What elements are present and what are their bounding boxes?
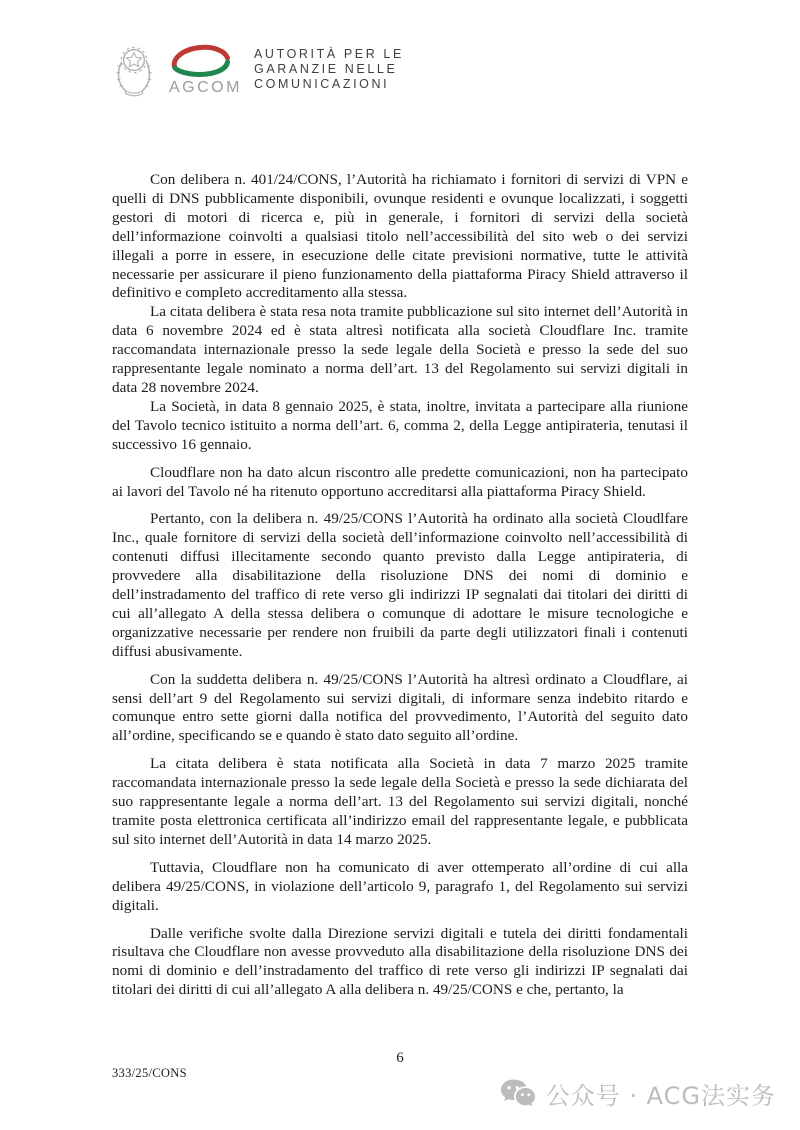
document-body bbox=[112, 171, 688, 1000]
paragraph: La citata delibera è stata notificata alla Società in data 7 marzo 2025 tramite raccomandata internazionale presso la sede legale della Società e presso la sede dichiarata del suo rappresentante legale a norma dell’art. 13 del Regolamento sui servizi digitali, nonché tramite posta elettronica certificata all’indirizzo email del rappresentante legale, e pubblicata sul sito internet dell’Autorità in data 14 marzo 2025. bbox=[112, 755, 688, 848]
paragraph: La Società, in data 8 gennaio 2025, è stata, inoltre, invitata a partecipare alla riunione del Tavolo tecnico istituito a norma dell’art. 6, comma 2, della Legge antipirateria, tenutasi il successivo 16 gennaio. bbox=[112, 397, 688, 453]
wechat-icon bbox=[500, 1078, 536, 1109]
paragraph: La citata delibera è stata resa nota tramite pubblicazione sul sito internet dell’Autorità in data 6 novembre 2024 ed è stata altresì notificata alla società Cloudflare Inc. tramite raccomandata internazionale presso la sede legale della Società e presso la sede del suo rappresentante legale nominato a norma dell’art. 13 del Regolamento sui servizi digitali in data 28 novembre 2024. bbox=[112, 303, 688, 396]
document-reference: 333/25/CONS bbox=[112, 1066, 187, 1080]
agcom-header bbox=[113, 43, 404, 97]
agcom-acronym-label: AGCOM bbox=[169, 79, 242, 96]
agency-name-line: AUTORITÀ PER LE bbox=[254, 47, 404, 61]
agency-name-line: COMUNICAZIONI bbox=[254, 77, 390, 91]
italian-republic-emblem-icon bbox=[113, 43, 155, 97]
agcom-logo bbox=[169, 43, 242, 97]
agency-name-line: GARANZIE NELLE bbox=[254, 62, 398, 76]
paragraph: Dalle verifiche svolte dalla Direzione servizi digitali e tutela dei diritti fondamentali risultava che Cloudflare non avesse provveduto alla disabilitazione della risoluzione DNS dei nomi di dominio e dell’instradamento del traffico di rete verso gli indirizzi IP segnalati dai titolari dei diritti di cui all’allegato A alla delibera n. 49/25/CONS e che, pertanto, la bbox=[112, 924, 688, 999]
watermark bbox=[500, 1076, 776, 1111]
paragraph: Tuttavia, Cloudflare non ha comunicato di aver ottemperato all’ordine di cui alla delibera 49/25/CONS, in violazione dell’articolo 9, paragrafo 1, del Regolamento sui servizi digitali. bbox=[112, 858, 688, 914]
agcom-swoosh-icon bbox=[169, 43, 231, 78]
paragraph: Con delibera n. 401/24/CONS, l’Autorità ha richiamato i fornitori di servizi di VPN e quelli di DNS pubblicamente disponibili, ovunque residenti e ovunque localizzati, i soggetti gestori di motori di ricerca e, più in generale, i fornitori di servizi della società dell’informazione coinvolti a qualsiasi titolo nell’accessibilità del sito web o dei servizi illegali a porre in essere, in esecuzione delle citate previsioni normative, tutte le attività necessarie per assicurare il pieno funzionamento della piattaforma Piracy Shield attraverso il definitivo e completo accreditamento alla stessa. bbox=[112, 171, 688, 302]
page-number: 6 bbox=[396, 1050, 404, 1066]
agency-name bbox=[254, 47, 404, 92]
paragraph: Pertanto, con la delibera n. 49/25/CONS l’Autorità ha ordinato alla società Cloudlfare Inc., quale fornitore di servizi della società dell’informazione coinvolto nell’accessibilità di contenuti diffusi illecitamente secondo quanto previsto dalla Legge antipirateria, di provvedere alla disabilitazione della risoluzione DNS dei nomi di dominio e dell’instradamento del traffico di rete verso gli indirizzi IP segnalati dai titolari dei diritti di cui all’allegato A della stessa delibera o comunque di adottare le misure tecnologiche e organizzative necessarie per rendere non fruibili da parte degli utilizzatori finali i contenuti diffusi abusivamente. bbox=[112, 510, 688, 660]
watermark-text: 公众号 · ACG法实务 bbox=[545, 1082, 776, 1110]
paragraph: Cloudflare non ha dato alcun riscontro alle predette comunicazioni, non ha partecipato ai lavori del Tavolo né ha ritenuto opportuno accreditarsi alla piattaforma Piracy Shield. bbox=[112, 463, 688, 500]
paragraph: Con la suddetta delibera n. 49/25/CONS l’Autorità ha altresì ordinato a Cloudflare, ai sensi dell’art 9 del Regolamento sui servizi digitali, di informare senza indebito ritardo e comunque entro sette giorni dalla notifica del provvedimento, l’Autorità del seguito dato all’ordine, specificando se e quando è stato dato seguito all’ordine. bbox=[112, 670, 688, 745]
